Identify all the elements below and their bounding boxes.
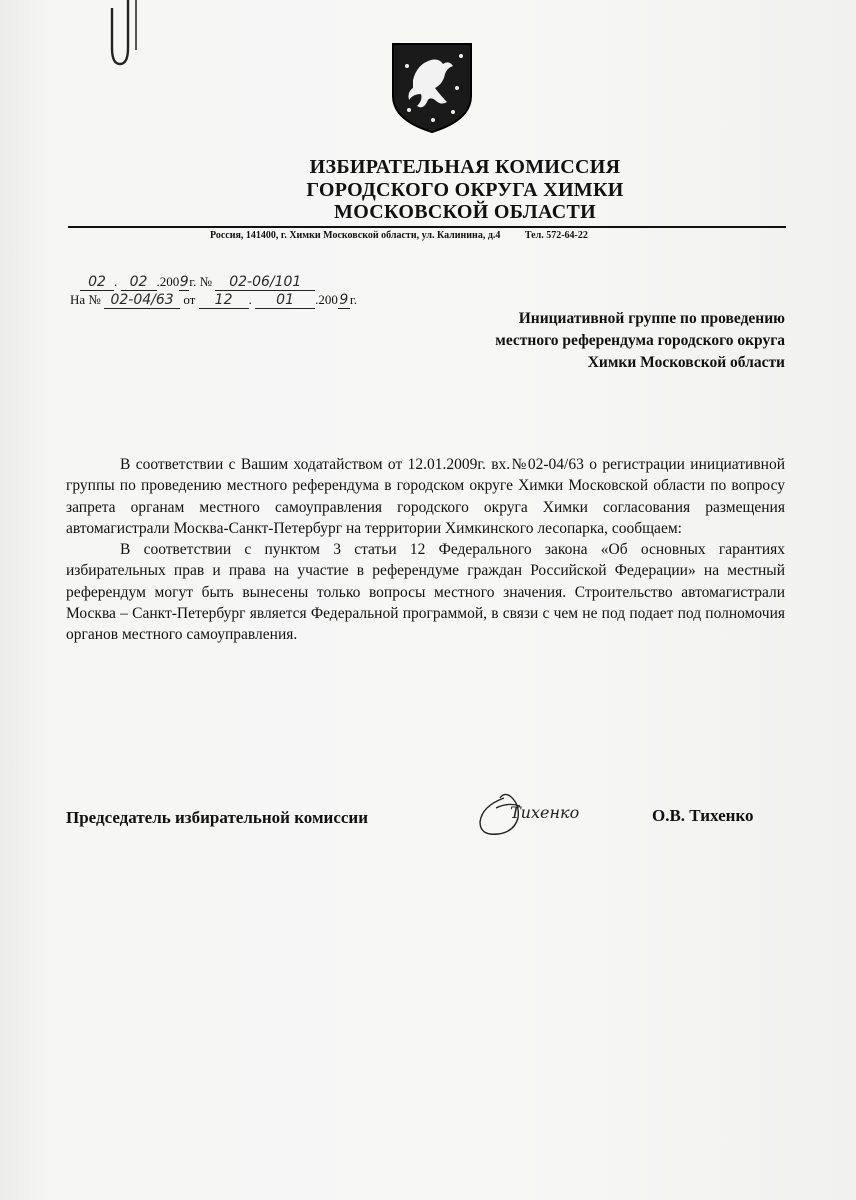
in-reply-label: На № — [70, 292, 101, 307]
body-paragraph-2: В соответствии с пунктом 3 статьи 12 Федерального закона «Об основных гарантиях избирательных прав и права на участие в референдуме граждан Российской Федерации» на местный референдум могут быть вынесены только вопросы местного значения. Строительство автомагистрали Москва – Санкт-Петербург является Федеральной программой, в связи с чем не под подает под полномочия органов местного самоуправления. — [66, 541, 785, 644]
coat-of-arms-icon — [387, 40, 477, 134]
org-name-line-3: МОСКОВСКОЙ ОБЛАСТИ — [334, 201, 596, 223]
reply-day: 12 — [199, 293, 249, 309]
from-label: от — [183, 292, 196, 307]
header-divider — [68, 226, 786, 228]
signature-scribble: Тихенко — [510, 803, 580, 822]
reply-month: 01 — [255, 293, 315, 309]
org-address — [210, 230, 588, 241]
org-name-line-1: ИЗБИРАТЕЛЬНАЯ КОМИССИЯ — [309, 156, 621, 178]
letter-body — [66, 454, 785, 646]
addressee-block — [440, 308, 785, 374]
reply-year-digit: 9 — [339, 292, 349, 308]
outgoing-number-label: № — [199, 274, 213, 289]
addressee-line-3: Химки Московской области — [587, 354, 785, 371]
outgoing-year-prefix: .200 — [156, 274, 180, 289]
outgoing-number: 02-06/101 — [215, 275, 315, 291]
body-paragraph-1: В соответствии с Вашим ходатайством от 12.01.2009г. вх.№02-04/63 о регистрации инициативной группы по проведению местного референдума в городском округе Химки Московской области по вопросу запрета органам местного самоуправления городского округа Химки согласования размещения автомагистрали Москва-Санкт-Петербург на территории Химкинского лесопарка, сообщаем: — [66, 456, 785, 537]
addressee-line-1: Инициативной группе по проведению — [518, 310, 785, 327]
outgoing-year-digit: 9 — [179, 274, 189, 290]
signatory-title: Председатель избирательной комиссии — [66, 808, 369, 827]
outgoing-date-line: 02 . 02 .2009г. № 02-06/101 — [80, 274, 315, 291]
in-reply-line: На № 02-04/63 от 12 . 01 .200 9 г. — [70, 292, 357, 308]
handwritten-signature — [474, 788, 609, 844]
addressee-line-2: местного референдума городского округа — [495, 332, 785, 349]
outgoing-day: 02 — [80, 275, 114, 291]
signatory-name: О.В. Тихенко — [652, 806, 754, 825]
address-text: Россия, 141400, г. Химки Московской области, ул. Калинина, д.4 — [210, 230, 501, 241]
phone-text: Тел. 572-64-22 — [524, 230, 588, 241]
outgoing-year-suffix: г. — [189, 274, 197, 289]
org-name-line-2: ГОРОДСКОГО ОКРУГА ХИМКИ — [306, 179, 624, 201]
paper-clip-icon — [106, 0, 146, 72]
outgoing-month: 02 — [121, 275, 157, 291]
in-reply-number: 02-04/63 — [104, 293, 180, 309]
reply-year-prefix: .200 — [315, 292, 338, 307]
reply-year-suffix: г. — [349, 292, 357, 307]
